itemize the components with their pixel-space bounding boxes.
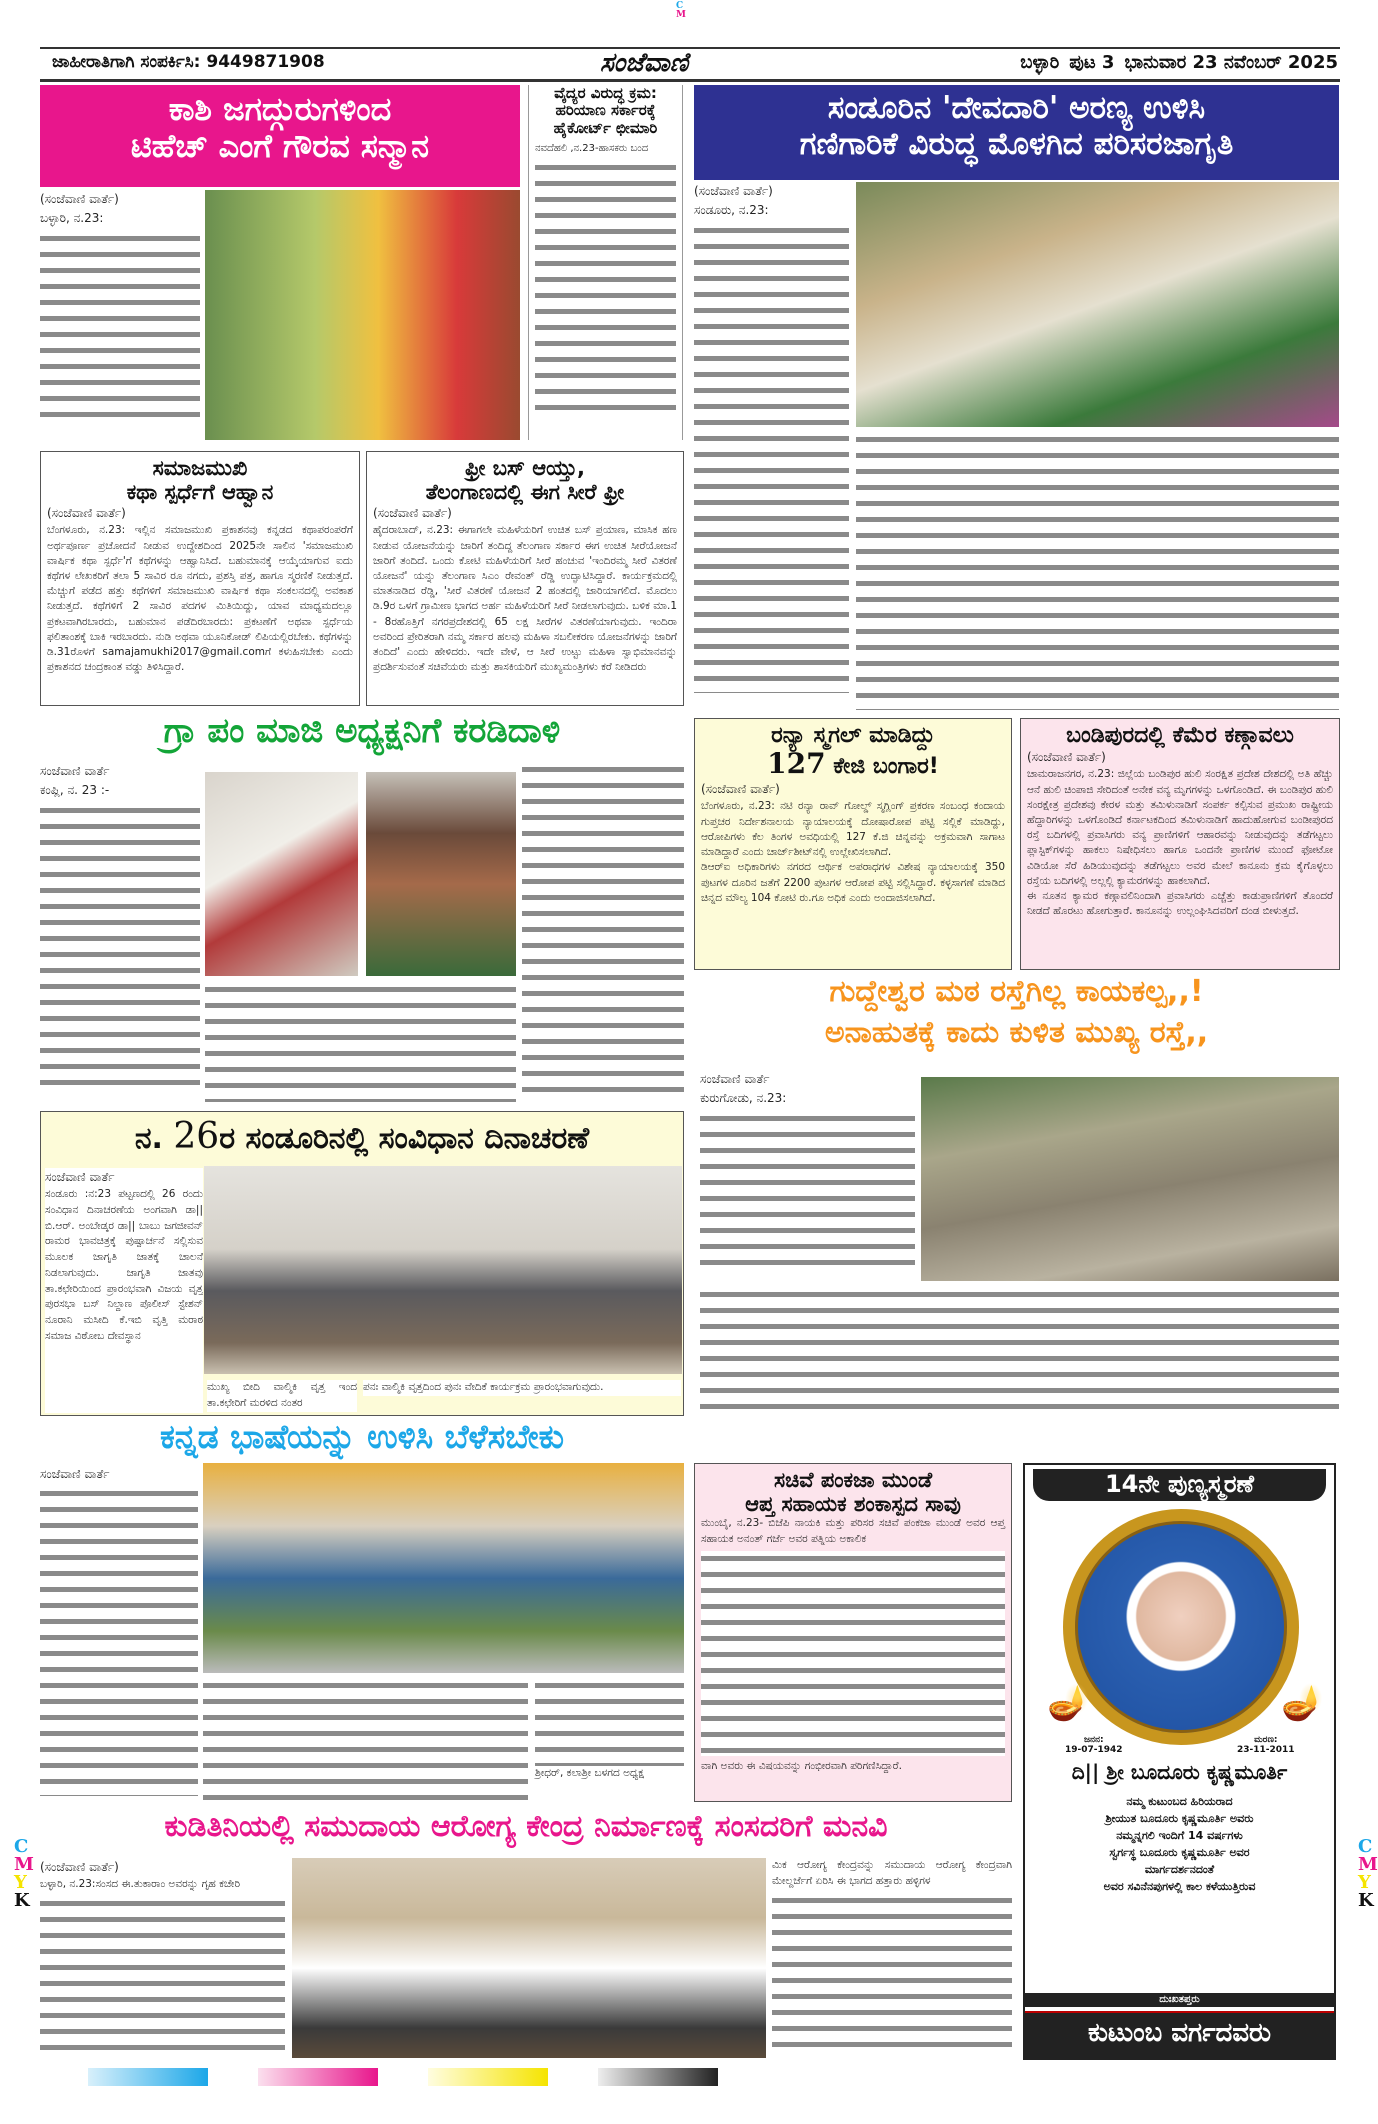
headline-line: ಸಚಿವೆ ಪಂಕಜಾ ಮುಂಡೆ <box>773 1468 933 1492</box>
message-line: ಮಾರ್ಗದರ್ಶನದಂತೆ <box>1144 1863 1215 1877</box>
message-line: ನಮ್ಮನ್ನಗಲಿ ಇಂದಿಗೆ 14 ವರ್ಷಗಳು <box>1116 1829 1243 1843</box>
headline-line: ರನ್ಯಾ ಸ್ಮಗಲ್ ಮಾಡಿದ್ದು <box>771 723 935 748</box>
dateline <box>1020 52 1338 73</box>
registration-mark-right <box>1358 1838 1378 1910</box>
article-lead: ಬಳ್ಳಾರಿ, ನ.23: <box>40 211 104 225</box>
byline: (ಸಂಜೆವಾಣಿ ವಾರ್ತೆ) <box>40 1860 119 1874</box>
kannada-headline: ಕನ್ನಡ ಭಾಷೆಯನ್ನು ಉಳಿಸಿ ಬೆಳೆಸಬೇಕು <box>159 1417 565 1456</box>
photo-caption: ಮುಖ್ಯ ಬೀದಿ ವಾಲ್ಮಿಕಿ ವೃತ್ತ ಇಂದ ತಾ.ಕಛೇರಿಗೆ ಮರಳಿದ ನಂತರ <box>207 1380 357 1412</box>
road-headline <box>694 972 1339 1053</box>
byline: (ಸಂಜೆವಾಣಿ ವಾರ್ತೆ) <box>1027 750 1106 765</box>
body-text-block <box>700 1111 915 1271</box>
article-lead: ಸಂಡೂರು, ನ.23: <box>694 203 769 217</box>
mark-c: C <box>676 1 684 11</box>
mark-c: C <box>14 1836 29 1857</box>
body-text-block <box>205 982 516 1102</box>
page-number: ಪುಟ 3 <box>1069 52 1115 73</box>
oil-lamp-icon: 🪔 <box>1281 1683 1324 1723</box>
kuditini-right-text <box>772 1858 1012 2058</box>
message-line: ಅವರ ಸವಿನೆನಪುಗಳಲ್ಲಿ ಕಾಲ ಕಳೆಯುತ್ತಿರುವ <box>1103 1880 1256 1894</box>
kannada-text <box>40 1465 198 1800</box>
headline-line: ಸಮಾಜಮುಖಿ <box>152 456 248 480</box>
bear-attack-headline: ಗ್ರಾ ಪಂ ಮಾಜಿ ಅಧ್ಯಕ್ಷನಿಗೆ ಕರಡಿದಾಳಿ <box>163 711 561 751</box>
haryana-article <box>528 85 683 440</box>
newspaper-logo: ಸಂಜೆವಾಣಿ <box>600 48 689 78</box>
birth-label: ಜನನ: <box>1083 1735 1104 1745</box>
death-date: 23-11-2011 <box>1237 1745 1295 1755</box>
mark-m: M <box>1358 1854 1378 1875</box>
article-body: ಬೆಂಗಳೂರು, ನ.23: ಇಲ್ಲಿನ ಸಮಾಜಮುಖಿ ಪ್ರಕಾಶನವು ಕನ್ನಡದ ಕಥಾಪರಂಪರೆಗೆ ಅರ್ಥಪೂರ್ಣ ಪ್ರಚೋದನೆ ನೀಡುವ ಉದ್ದೇಶದಿಂದ 2025ನೇ ಸಾಲಿನ 'ಸಮಾಜಮುಖಿ ವಾರ್ಷಿಕ ಕಥಾ ಸ್ಪರ್ಧೆ'ಗೆ ಕಥೆಗಳನ್ನು ಆಹ್ವಾನಿಸಿದೆ. ಬಹುಮಾನಕ್ಕೆ ಆಯ್ಕೆಯಾಗುವ ಐದು ಕಥೆಗಳ ಲೇಖಕರಿಗೆ ತಲಾ 5 ಸಾವಿರ ರೂ ನಗದು, ಪ್ರಶಸ್ತಿ ಪತ್ರ, ಹಾಗೂ ಸ್ಮರಣಿಕೆ ನೀಡುತ್ತದೆ. ಮೆಚ್ಚುಗೆ ಪಡೆದ ಹತ್ತು ಕಥೆಗಳಿಗೆ ಸಮಾಜಮುಖಿ ವಾರ್ಷಿಕ ಕಥಾ ಸಂಕಲನದಲ್ಲಿ ಅವಕಾಶ ನೀಡುತ್ತದೆ. ಕಥೆಗಳಿಗೆ 2 ಸಾವಿರ ಪದಗಳ ಮಿತಿಯಿದ್ದು, ಯಾವ ಮಾಧ್ಯಮದಲ್ಲೂ ಪ್ರಕಟವಾಗಿರಬಾರದು, ಬಹುಮಾನ ಪಡೆದಿರಬಾರದು: ಪ್ರಕಟಣೆಗೆ ಅಥವಾ ಸ್ಪರ್ಧೆಯ ಫಲಿತಾಂಶಕ್ಕೆ ಬಾಕಿ ಇರಬಾರದು. ನುಡಿ ಅಥವಾ ಯೂನಿಕೋಡ್ ಲಿಪಿಯಲ್ಲಿರಬೇಕು. ಕಥೆಗಳನ್ನು ಡಿ.31ರೊಳಗೆ samajamukhi2017@gmail.comಗೆ ಕಳುಹಿಸಬೇಕು ಎಂದು ಪ್ರಕಾಶನದ ಚಂದ್ರಕಾಂತ ವಡ್ಡು ತಿಳಿಸಿದ್ದಾರೆ. <box>47 524 353 674</box>
death-label: ಮರಣ: <box>1254 1735 1278 1745</box>
body-text-block <box>535 160 676 410</box>
article-continuation: ಮಿಕ ಆರೋಗ್ಯ ಕೇಂದ್ರವನ್ನು ಸಮುದಾಯ ಆರೋಗ್ಯ ಕೇಂದ್ರವಾಗಿ ಮೇಲ್ದರ್ಜೆಗೆ ಏರಿಸಿ ಈ ಭಾಗದ ಹತ್ತಾರು ಹಳ್ಳಿಗಳ <box>772 1859 1012 1887</box>
mark-c: C <box>1358 1836 1373 1857</box>
headline-line <box>701 748 1005 780</box>
byline: (ಸಂಜೆವಾಣಿ ವಾರ್ತೆ) <box>47 506 126 521</box>
road-potholes-photo <box>921 1077 1339 1281</box>
samajamukhi-article <box>40 451 360 706</box>
headline-line: ಕಾಶಿ ಜಗದ್ಗುರುಗಳಿಂದ <box>168 90 392 128</box>
headline-line: ಗುದ್ದೇಶ್ವರ ಮಠ ರಸ್ತೆಗಿಲ್ಲ ಕಾಯಕಲ್ಪ,,! <box>829 974 1204 1009</box>
headline-text: ಕೇಜಿ ಬಂಗಾರ! <box>833 754 939 780</box>
kannada-caption-column <box>535 1678 684 1800</box>
article-body: ಈ ನೂತನ ಕ್ಯಾಮರ ಕಣ್ಗಾವಲಿನಿಂದಾಗಿ ಪ್ರವಾಸಿಗರು ಎಚ್ಚೆತ್ತು ಕಾಡುಪ್ರಾಣಿಗಳಿಗೆ ತೊಂದರೆ ನೀಡದೆ ಹೊರಟು ಹೋಗುತ್ತಾರೆ. ಕಾನೂನನ್ನು ಉಲ್ಲಂಘಿಸಿದವರಿಗೆ ದಂಡ ಬೀಳುತ್ತದೆ. <box>1027 890 1333 918</box>
body-text-block <box>203 1678 528 1800</box>
kashi-text <box>40 190 200 440</box>
color-calibration-bars <box>88 2068 718 2086</box>
masthead-rule <box>40 79 1340 82</box>
mark-m: M <box>14 1854 34 1875</box>
body-text-block <box>40 1486 198 1796</box>
article-tail: ವಾಗಿ ಅವರು ಈ ವಿಷಯವನ್ನು ಗಂಭೀರವಾಗಿ ಪರಿಗಣಿಸಿದ್ದಾರೆ. <box>701 1759 902 1772</box>
deceased-name: ದಿ|| ಶ್ರೀ ಬೂದೂರು ಕೃಷ್ಣಮೂರ್ತಿ <box>1071 1760 1288 1784</box>
bear-victim-photo-2 <box>366 772 516 976</box>
article-lead: ನವದೆಹಲಿ ,ನ.23-ಹಾಸಕರು ಬಂದ <box>535 142 649 154</box>
road-text <box>700 1070 915 1280</box>
body-text-block <box>694 223 849 693</box>
body-text-block <box>772 1893 1012 2058</box>
registration-mark-top <box>676 2 686 20</box>
obituary-message <box>1025 1793 1334 1895</box>
photo-caption: ಪನಃ ವಾಲ್ಮಿಕಿ ವೃತ್ತದಿಂದ ಪುನಃ ವೇದಿಕೆ ಕಾರ್ಯಕ್ರಮ ಪ್ರಾರಂಭವಾಗುವುದು. <box>363 1380 681 1396</box>
sandur-forest-body-columns <box>856 432 1339 710</box>
kuditini-text <box>40 1858 285 2058</box>
body-text-block <box>40 231 200 426</box>
article-lead: ಮುಂಬೈ, ನ.23- ಬಿಜೆಪಿ ನಾಯಕಿ ಮತ್ತು ಪರಿಸರ ಸಚಿವೆ ಪಂಕಜಾ ಮುಂಡೆ ಅವರ ಆಪ್ತ ಸಹಾಯಕ ಅನಂತ್ ಗರ್ಜೆ ಅವರ ಪತ್ನಿಯ ಅಕಾಲಿಕ <box>701 1517 1005 1546</box>
obituary-title: 14ನೇ ಪುಣ್ಯಸ್ಮರಣೆ <box>1033 1469 1326 1501</box>
headline-number: 127 <box>767 747 826 781</box>
body-text-block <box>40 803 200 1093</box>
kashi-photo <box>205 190 520 440</box>
headline-line: ಟಿಹೆಚ್ ಎಂಗೆ ಗೌರವ ಸನ್ಮಾನ <box>130 126 430 165</box>
mourners-label: ದುಃಖತಪ್ತರು <box>1025 1993 1334 2007</box>
mourners: ಕುಟುಂಬ ವರ್ಗದವರು <box>1025 2011 1334 2058</box>
headline-line: ಆಪ್ತ ಸಹಾಯಕ ಶಂಕಾಸ್ಪದ ಸಾವು <box>745 1492 961 1517</box>
photo-caption: ಶ್ರೀಧರ್, ಕಲಾಶ್ರೀ ಬಳಗದ ಅಧ್ಯಕ್ಷ <box>535 1767 644 1779</box>
byline: (ಸಂಜೆವಾಣಿ ವಾರ್ತೆ) <box>694 184 773 198</box>
bandipur-article <box>1020 718 1340 970</box>
pankaja-article <box>694 1463 1012 1802</box>
byline: ಸಂಜೆವಾಣಿ ವಾರ್ತೆ <box>700 1072 770 1086</box>
free-bus-article <box>366 451 684 706</box>
headline-line: ತೆಲಂಗಾಣದಲ್ಲಿ ಈಗ ಸೀರೆ ಫ್ರೀ <box>425 480 625 505</box>
body-text-block <box>535 1678 684 1766</box>
sandur-forest-photo <box>856 182 1339 427</box>
obituary-ad <box>1023 1463 1336 2060</box>
article-body: ಚಾಮರಾಜನಗರ, ನ.23: ಜಿಲ್ಲೆಯ ಬಂಡಿಪುರ ಹುಲಿ ಸಂರಕ್ಷಿತ ಪ್ರದೇಶ ದೇಶದಲ್ಲಿ ಅತಿ ಹೆಚ್ಚು ಆನೆ ಹುಲಿ ಚಿಂಪಾಜಿ ಸೇರಿದಂತೆ ಅನೇಕ ವನ್ಯ ಮೃಗಗಳನ್ನು ಒಳಗೊಂಡಿದೆ. ಈ ಬಂಡಿಪುರ ಹುಲಿ ಸಂರಕ್ಷೇತ್ರ ಪ್ರದೇಶವು ಕೇರಳ ಮತ್ತು ತಮಿಳುನಾಡಿಗೆ ಸಂಪರ್ಕ ಕಲ್ಪಿಸುವ ಪ್ರಮುಖ ರಾಷ್ಟ್ರೀಯ ಹೆದ್ದಾರಿಗಳನ್ನು ಒಳಗೊಂಡಿದೆ ಕರ್ನಾಟಕದಿಂದ ತಮಿಳುನಾಡಿಗೆ ಹಾದುಹೋಗುವ ಬಂಡೀಪುರದ ರಸ್ತೆ ಬದಿಗಳಲ್ಲಿ ಪ್ರವಾಸಿಗರು ವನ್ಯ ಪ್ರಾಣಿಗಳಿಗೆ ಆಹಾರವನ್ನು ನೀಡುವುದನ್ನು ತಡೆಗಟ್ಟಲು ಪ್ಲಾಸ್ಟಿಕ್‌ಗಳನ್ನು ಹಾಕಲು ನಿಷೇಧಿಸಲು ಹಾಗೂ ಒಂದನೇ ಪ್ರಾಣಿಗಳ ಮುಂದೆ ಫೋಟೋ ವಿಡಿಯೋ ಸೆರೆ ಹಿಡಿಯುವುದನ್ನು ತಡೆಗಟ್ಟಲು ಅವರ ಮೇಲೆ ಕಾನೂನು ಕ್ರಮ ಕೈಗೊಳ್ಳಲು ರಸ್ತೆಯ ಬದಿಗಳಲ್ಲಿ ಅಲ್ಲಲ್ಲಿ ಕ್ಯಾಮರಗಳನ್ನು ಹಾಕಲಾಗಿದೆ. <box>1027 768 1333 887</box>
headline-line: ಕಥಾ ಸ್ಪರ್ಧೆಗೆ ಆಹ್ವಾನ <box>126 480 274 505</box>
haryana-headline: ವೈದ್ಯರ ವಿರುದ್ಧ ಕ್ರಮ: ಹರಿಯಾಣ ಸರ್ಕಾರಕ್ಕೆ ಹೈಕೋರ್ಟ್ ಛೀಮಾರಿ <box>553 84 658 137</box>
mark-y: Y <box>1358 1872 1371 1893</box>
date: ಭಾನುವಾರ 23 ನವೆಂಬರ್ 2025 <box>1124 52 1338 73</box>
headline-line: ಫ್ರೀ ಬಸ್ ಆಯ್ತು, <box>464 456 586 480</box>
byline: ಸಂಜೆವಾಣಿ ವಾರ್ತೆ <box>45 1170 115 1184</box>
article-body: ಸಂಡೂರು :ನ:23 ಪಟ್ಟಣದಲ್ಲಿ 26 ರಂದು ಸಂವಿಧಾನ ದಿನಾಚರಣೆಯ ಅಂಗವಾಗಿ ಡಾ|| ಬಿ.ಆರ್. ಅಂಬೇಡ್ಕರ ಡಾ|| ಬಾಬು ಜಗಜೀವನ್ ರಾಮರ ಭಾವಚಿತ್ರಕ್ಕೆ ಪುಷ್ಪಾರ್ಚನೆ ಸಲ್ಲಿಸುವ ಮೂಲಕ ಜಾಗೃತಿ ಜಾತಕ್ಕೆ ಚಾಲನೆ ನಿಡಲಾಗುವುದು. ಜಾಗೃತಿ ಜಾತವು ತಾ.ಕಛೇರಿಯಿಂದ ಪ್ರಾರಂಭವಾಗಿ ವಿಜಯ ವೃತ್ತ ಪುರಸಭಾ ಬಸ್ ನಿಲ್ದಾಣ ಪೊಲೀಸ್ ಸ್ಟೇಶನ್ ನೂರಾನಿ ಮಸೀದಿ ಕೆ.ಇಬಿ ವೃತ್ತಿ ಮರಾಠ ಸಮಾಜ ವಿಠೋಬ ದೇವಸ್ಥಾನ <box>45 1188 203 1342</box>
meeting-photo <box>204 1166 682 1374</box>
oil-lamp-icon: 🪔 <box>1047 1683 1090 1723</box>
article-lead: ಕಂಪ್ಲಿ, ನ. 23 :- <box>40 783 110 797</box>
article-body: ಹೈದರಾಬಾದ್, ನ.23: ಈಗಾಗಲೇ ಮಹಿಳೆಯರಿಗೆ ಉಚಿತ ಬಸ್ ಪ್ರಯಾಣ, ಮಾಸಿಕ ಹಣ ನೀಡುವ ಯೋಜನೆಯನ್ನು ಜಾರಿಗೆ ತಂದಿದ್ದ ತೆಲಂಗಾಣ ಸರ್ಕಾರ ಈಗ ಉಚಿತ ಸೀರೆಯೋಜನೆ ಜಾರಿಗೆ ತಂದಿದೆ. ಒಂದು ಕೋಟಿ ಮಹಿಳೆಯರಿಗೆ ಸೀರೆ ಹಂಚುವ 'ಇಂದಿರಮ್ಮ ಸೀರೆ ವಿತರಣೆ ಯೋಜನೆ' ಯನ್ನು ತೆಲಂಗಾಣ ಸಿಎಂ ರೇವಂತ್ ರೆಡ್ಡಿ ಉದ್ಘಾಟಿಸಿದ್ದಾರೆ. ಕಾರ್ಯಕ್ರಮದಲ್ಲಿ ಮಾತನಾಡಿದ ರೆಡ್ಡಿ, 'ಸೀರೆ ವಿತರಣೆ ಯೋಜನೆ 2 ಹಂತದಲ್ಲಿ ಜಾರಿಯಾಗಲಿದೆ. ಮೊದಲು ಡಿ.9ರ ಒಳಗೆ ಗ್ರಾಮೀಣ ಭಾಗದ ಅರ್ಹ ಮಹಿಳೆಯರಿಗೆ ಸೀರೆ ನೀಡಲಾಗುವುದು. ಬಳಿಕ ಮಾ.1 - 8ರಹೊತ್ತಿಗೆ ನಗರಪ್ರದೇಶದಲ್ಲಿ 65 ಲಕ್ಷ ಸೀರೆಗಳ ವಿತರಣೆಯಾಗುವುದು. ಇಂದಿರಾ ಅವರಿಂದ ಪ್ರೇರಿತರಾಗಿ ನಮ್ಮ ಸರ್ಕಾರ ಹಲವು ಮಹಿಳಾ ಸಬಲೀಕರಣ ಯೋಜನೆಗಳನ್ನು ಜಾರಿಗೆ ತಂದಿದೆ' ಎಂದು ಹೇಳಿದರು. ಇದೇ ವೇಳೆ, ಆ ಸೀರೆ ಉಟ್ಟು ಮಹಿಳಾ ಸ್ವಾಭಿಮಾನವನ್ನು ಪ್ರದರ್ಶಿಸುವಂತೆ ಸಚಿವೆಯರು ಮತ್ತು ಶಾಸಕಿಯರಿಗೆ ಮುಖ್ಯಮಂತ್ರಿಗಳು ಕರೆ ನೀಡಿದರು <box>373 524 677 674</box>
mark-k: K <box>1358 1890 1374 1911</box>
article-lead: ಬಳ್ಳಾರಿ, ನ.23:ಸಂಸದ ಈ.ತುಕಾರಾಂ ಅವರನ್ನು ಗೃಹ ಕಚೇರಿ <box>40 1878 240 1890</box>
black-bar <box>598 2068 718 2086</box>
kashi-headline <box>40 85 520 187</box>
article-lead: ಕುರುಗೋಡು, ನ.23: <box>700 1091 787 1105</box>
top-rule <box>40 47 1340 49</box>
headline-line: ಗಣಿಗಾರಿಕೆ ವಿರುದ್ಧ ಮೊಳಗಿದ ಪರಿಸರಜಾಗೃತಿ <box>799 125 1234 162</box>
ranya-article <box>694 718 1012 970</box>
sandur-forest-text <box>694 182 849 710</box>
body-text-block <box>700 1287 1339 1415</box>
byline: (ಸಂಜೆವಾಣಿ ವಾರ್ತೆ) <box>701 782 780 797</box>
registration-mark-left <box>14 1838 34 1910</box>
kuditini-headline: ಕುಡಿತಿನಿಯಲ್ಲಿ ಸಮುದಾಯ ಆರೋಗ್ಯ ಕೇಂದ್ರ ನಿರ್ಮಾಣಕ್ಕೆ ಸಂಸದರಿಗೆ ಮನವಿ <box>164 1809 888 1844</box>
kannada-event-photo <box>203 1463 684 1673</box>
body-text-block <box>701 1551 1005 1756</box>
article-body: ಬೆಂಗಳೂರು, ನ.23: ನಟಿ ರನ್ಯಾ ರಾವ್ ಗೋಲ್ಡ್ ಸ್ಮಗ್ಲಿಂಗ್ ಪ್ರಕರಣ ಸಂಬಂಧ ಕಂದಾಯ ಗುಪ್ತಚರ ನಿರ್ದೇಶನಾಲಯ ನ್ಯಾಯಾಲಯಕ್ಕೆ ದೋಷಾರೋಪ ಪಟ್ಟಿ ಸಲ್ಲಿಕೆ ಮಾಡಿದ್ದು, ಆರೋಪಿಗಳು ಕೆಲ ತಿಂಗಳ ಅವಧಿಯಲ್ಲಿ 127 ಕೆ.ಜಿ ಚಿನ್ನವನ್ನು ಅಕ್ರಮವಾಗಿ ಸಾಗಾಟ ಮಾಡಿದ್ದಾರೆ ಎಂದು ಚಾರ್ಜ್‌ಶೀಟ್‌ನಲ್ಲಿ ಉಲ್ಲೇಖಿಸಲಾಗಿದೆ. <box>701 800 1005 859</box>
headline-line: ಅನಾಹುತಕ್ಕೆ ಕಾದು ಕುಳಿತ ಮುಖ್ಯ ರಸ್ತೆ,, <box>824 1014 1209 1050</box>
mark-y: Y <box>14 1872 27 1893</box>
city: ಬಳ್ಳಾರಿ <box>1020 52 1060 73</box>
headline-line: ಸಂಡೂರಿನ 'ದೇವದಾರಿ' ಅರಣ್ಯ ಉಳಿಸಿ <box>827 90 1206 126</box>
cyan-bar <box>88 2068 208 2086</box>
bear-attack-text <box>40 762 200 1102</box>
mark-m: M <box>676 10 686 20</box>
byline: ಸಂಜೆವಾಣಿ ವಾರ್ತೆ <box>40 764 110 778</box>
sandur-forest-headline <box>694 85 1339 180</box>
article-body: ಡಿಆರ್‌ಐ ಅಧಿಕಾರಿಗಳು ನಗರದ ಆರ್ಥಿಕ ಅಪರಾಧಗಳ ವಿಶೇಷ ನ್ಯಾಯಾಲಯಕ್ಕೆ 350 ಪುಟಗಳ ದೂರಿನ ಜತೆಗೆ 2200 ಪುಟಗಳ ಆರೋಪ ಪಟ್ಟಿ ಸಲ್ಲಿಸಿದ್ದಾರೆ. ಕಳ್ಳಸಾಗಣೆ ಮಾಡಿದ ಚಿನ್ನದ ಮೌಲ್ಯ 104 ಕೋಟಿ ರು.ಗೂ ಅಧಿಕ ಎಂದು ಅಂದಾಜಿಸಲಾಗಿದೆ. <box>701 861 1005 904</box>
byline: (ಸಂಜೆವಾಣಿ ವಾರ್ತೆ) <box>373 506 452 521</box>
message-line: ಶ್ರೀಯುತ ಬೂದೂರು ಕೃಷ್ಣಮೂರ್ತಿ ಅವರು <box>1105 1812 1254 1826</box>
constitution-day-headline <box>41 1112 683 1157</box>
headline-prefix: ನ. <box>134 1121 163 1156</box>
birth-date: 19-07-1942 <box>1065 1745 1123 1755</box>
yellow-bar <box>428 2068 548 2086</box>
message-line: ನಮ್ಮ ಕುಟುಂಬದ ಹಿರಿಯರಾದ <box>1126 1795 1233 1808</box>
death-info <box>1237 1735 1295 1755</box>
constitution-day-text <box>45 1168 203 1413</box>
body-text-block <box>522 762 684 1102</box>
headline-number: 26 <box>173 1116 220 1157</box>
mark-k: K <box>14 1890 30 1911</box>
constitution-day-article <box>40 1111 684 1416</box>
ad-contact: ಜಾಹೀರಾತಿಗಾಗಿ ಸಂಪರ್ಕಿಸಿ: 9449871908 <box>52 52 325 72</box>
magenta-bar <box>258 2068 378 2086</box>
message-line: ಸ್ವರ್ಗಸ್ಥ ಬೂದೂರು ಕೃಷ್ಣಮೂರ್ತಿ ಅವರ <box>1109 1846 1250 1860</box>
portrait-frame <box>1063 1509 1299 1745</box>
bear-victim-photo-1 <box>205 772 358 976</box>
kuditini-petition-photo <box>292 1858 766 2058</box>
byline: (ಸಂಜೆವಾಣಿ ವಾರ್ತೆ) <box>40 192 119 206</box>
headline-text: ರ ಸಂಡೂರಿನಲ್ಲಿ ಸಂವಿಧಾನ ದಿನಾಚರಣೆ <box>219 1121 590 1156</box>
birth-info <box>1065 1735 1123 1755</box>
bandipur-headline: ಬಂಡಿಪುರದಲ್ಲಿ ಕೆಮೆರ ಕಣ್ಗಾವಲು <box>1066 723 1294 748</box>
byline: ಸಂಜೆವಾಣಿ ವಾರ್ತೆ <box>40 1467 110 1481</box>
body-text-block <box>40 1896 285 2051</box>
